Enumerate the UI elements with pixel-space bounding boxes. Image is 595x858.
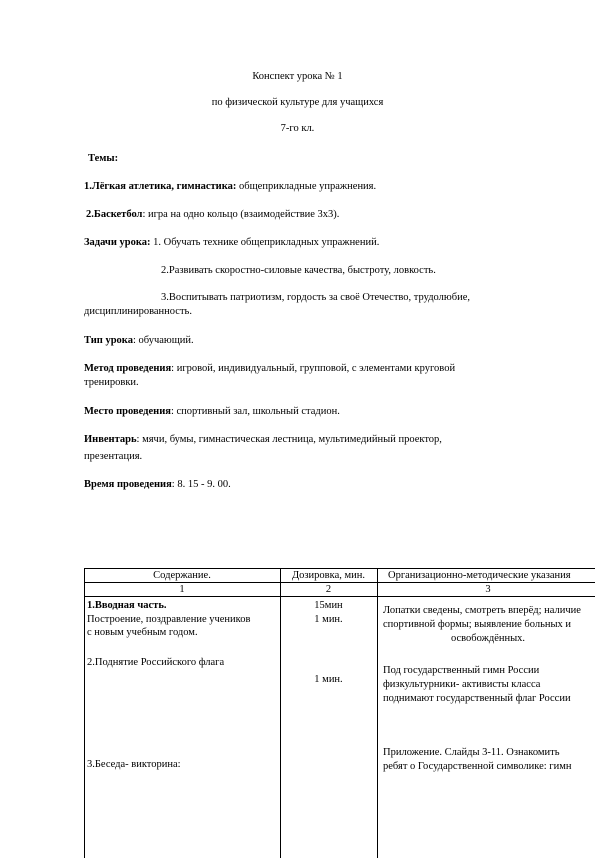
intro-note: спортивной формы; выявление больных и [383,619,572,630]
method-label: Метод проведения [84,363,172,374]
page-title: Конспект урока № 1 [252,71,343,82]
topic-1-text: общеприкладные упражнения. [236,181,377,192]
quiz-note: Приложение. Слайды 3-11. Ознакомить [383,747,560,758]
table-divider [377,568,378,858]
quiz-note: ребят о Государственной символике: гимн [383,761,572,772]
quiz-title: 3.Беседа- викторина: [87,759,181,770]
intro-note: освобождённых. [450,633,526,644]
table-col-number: 3 [485,584,491,595]
intro-dose-total: 15мин [314,600,343,611]
table-header-content: Содержание. [153,570,211,581]
method-value: : игровой, индивидуальный, групповой, с элементами круговой [171,363,456,374]
lesson-type-label: Тип урока [84,335,133,346]
tasks-line-1 [84,236,379,250]
tasks-label: Задачи урока: [84,237,151,248]
task-3-line-2: дисциплинированность. [84,306,192,317]
method-line-1 [84,362,455,376]
table-header-dose: Дозировка, мин. [292,570,365,581]
lesson-table [84,568,595,858]
table-border-left [84,568,85,858]
intro-part-text: с новым учебным годом. [87,627,198,638]
inventory-label: Инвентарь [84,434,137,445]
topic-1 [84,180,376,194]
inventory-line-2: презентация. [84,451,143,462]
lesson-type [84,334,194,348]
flag-raising-title: 2.Поднятие Российского флага [87,657,225,668]
intro-note: Лопатки сведены, смотреть вперёд; наличие [383,605,581,616]
flag-raising-dose: 1 мин. [314,674,343,685]
flag-raising-note: физкультурники- активисты класса [383,679,541,690]
topic-1-label: 1.Лёгкая атлетика, гимнастика: [84,181,237,192]
table-header-notes: Организационно-методические указания [388,570,571,581]
inventory-value: : мячи, бумы, гимнастическая лестница, мультимедийный проектор, [136,434,442,445]
time-value: : 8. 15 - 9. 00. [171,479,231,490]
task-3-line-1: 3.Воспитывать патриотизм, гордость за своё Отечество, трудолюбие, [161,292,470,303]
table-col-number: 1 [179,584,185,595]
place-value: : спортивный зал, школьный стадион. [170,406,340,417]
task-2: 2.Развивать скоростно-силовые качества, быстроту, ловкость. [161,265,436,276]
intro-dose: 1 мин. [314,614,343,625]
time-label: Время проведения [84,479,172,490]
topic-2-text: : игра на одно кольцо (взаимодействие 3х3). [142,209,340,220]
page-subtitle: по физической культуре для учащихся [211,97,384,108]
table-divider [84,596,595,597]
time [84,478,231,492]
topic-2 [86,208,339,222]
flag-raising-note: поднимают государственный флаг России [383,693,571,704]
intro-part-text: Построение, поздравление учеников [87,614,251,625]
intro-part-title: 1.Вводная часть. [87,600,167,611]
method-line-2: тренировки. [84,377,139,388]
topic-2-label: 2.Баскетбол [86,209,143,220]
inventory-line-1 [84,433,442,447]
place-label: Место проведения [84,406,171,417]
table-col-number: 2 [325,584,332,595]
task-1: 1. Обучать технике общеприкладных упражнений. [150,237,380,248]
grade-label: 7-го кл. [280,123,315,134]
place [84,405,340,419]
flag-raising-note: Под государственный гимн России [383,665,540,676]
topics-heading: Темы: [88,153,119,164]
lesson-type-value: : обучающий. [132,335,194,346]
